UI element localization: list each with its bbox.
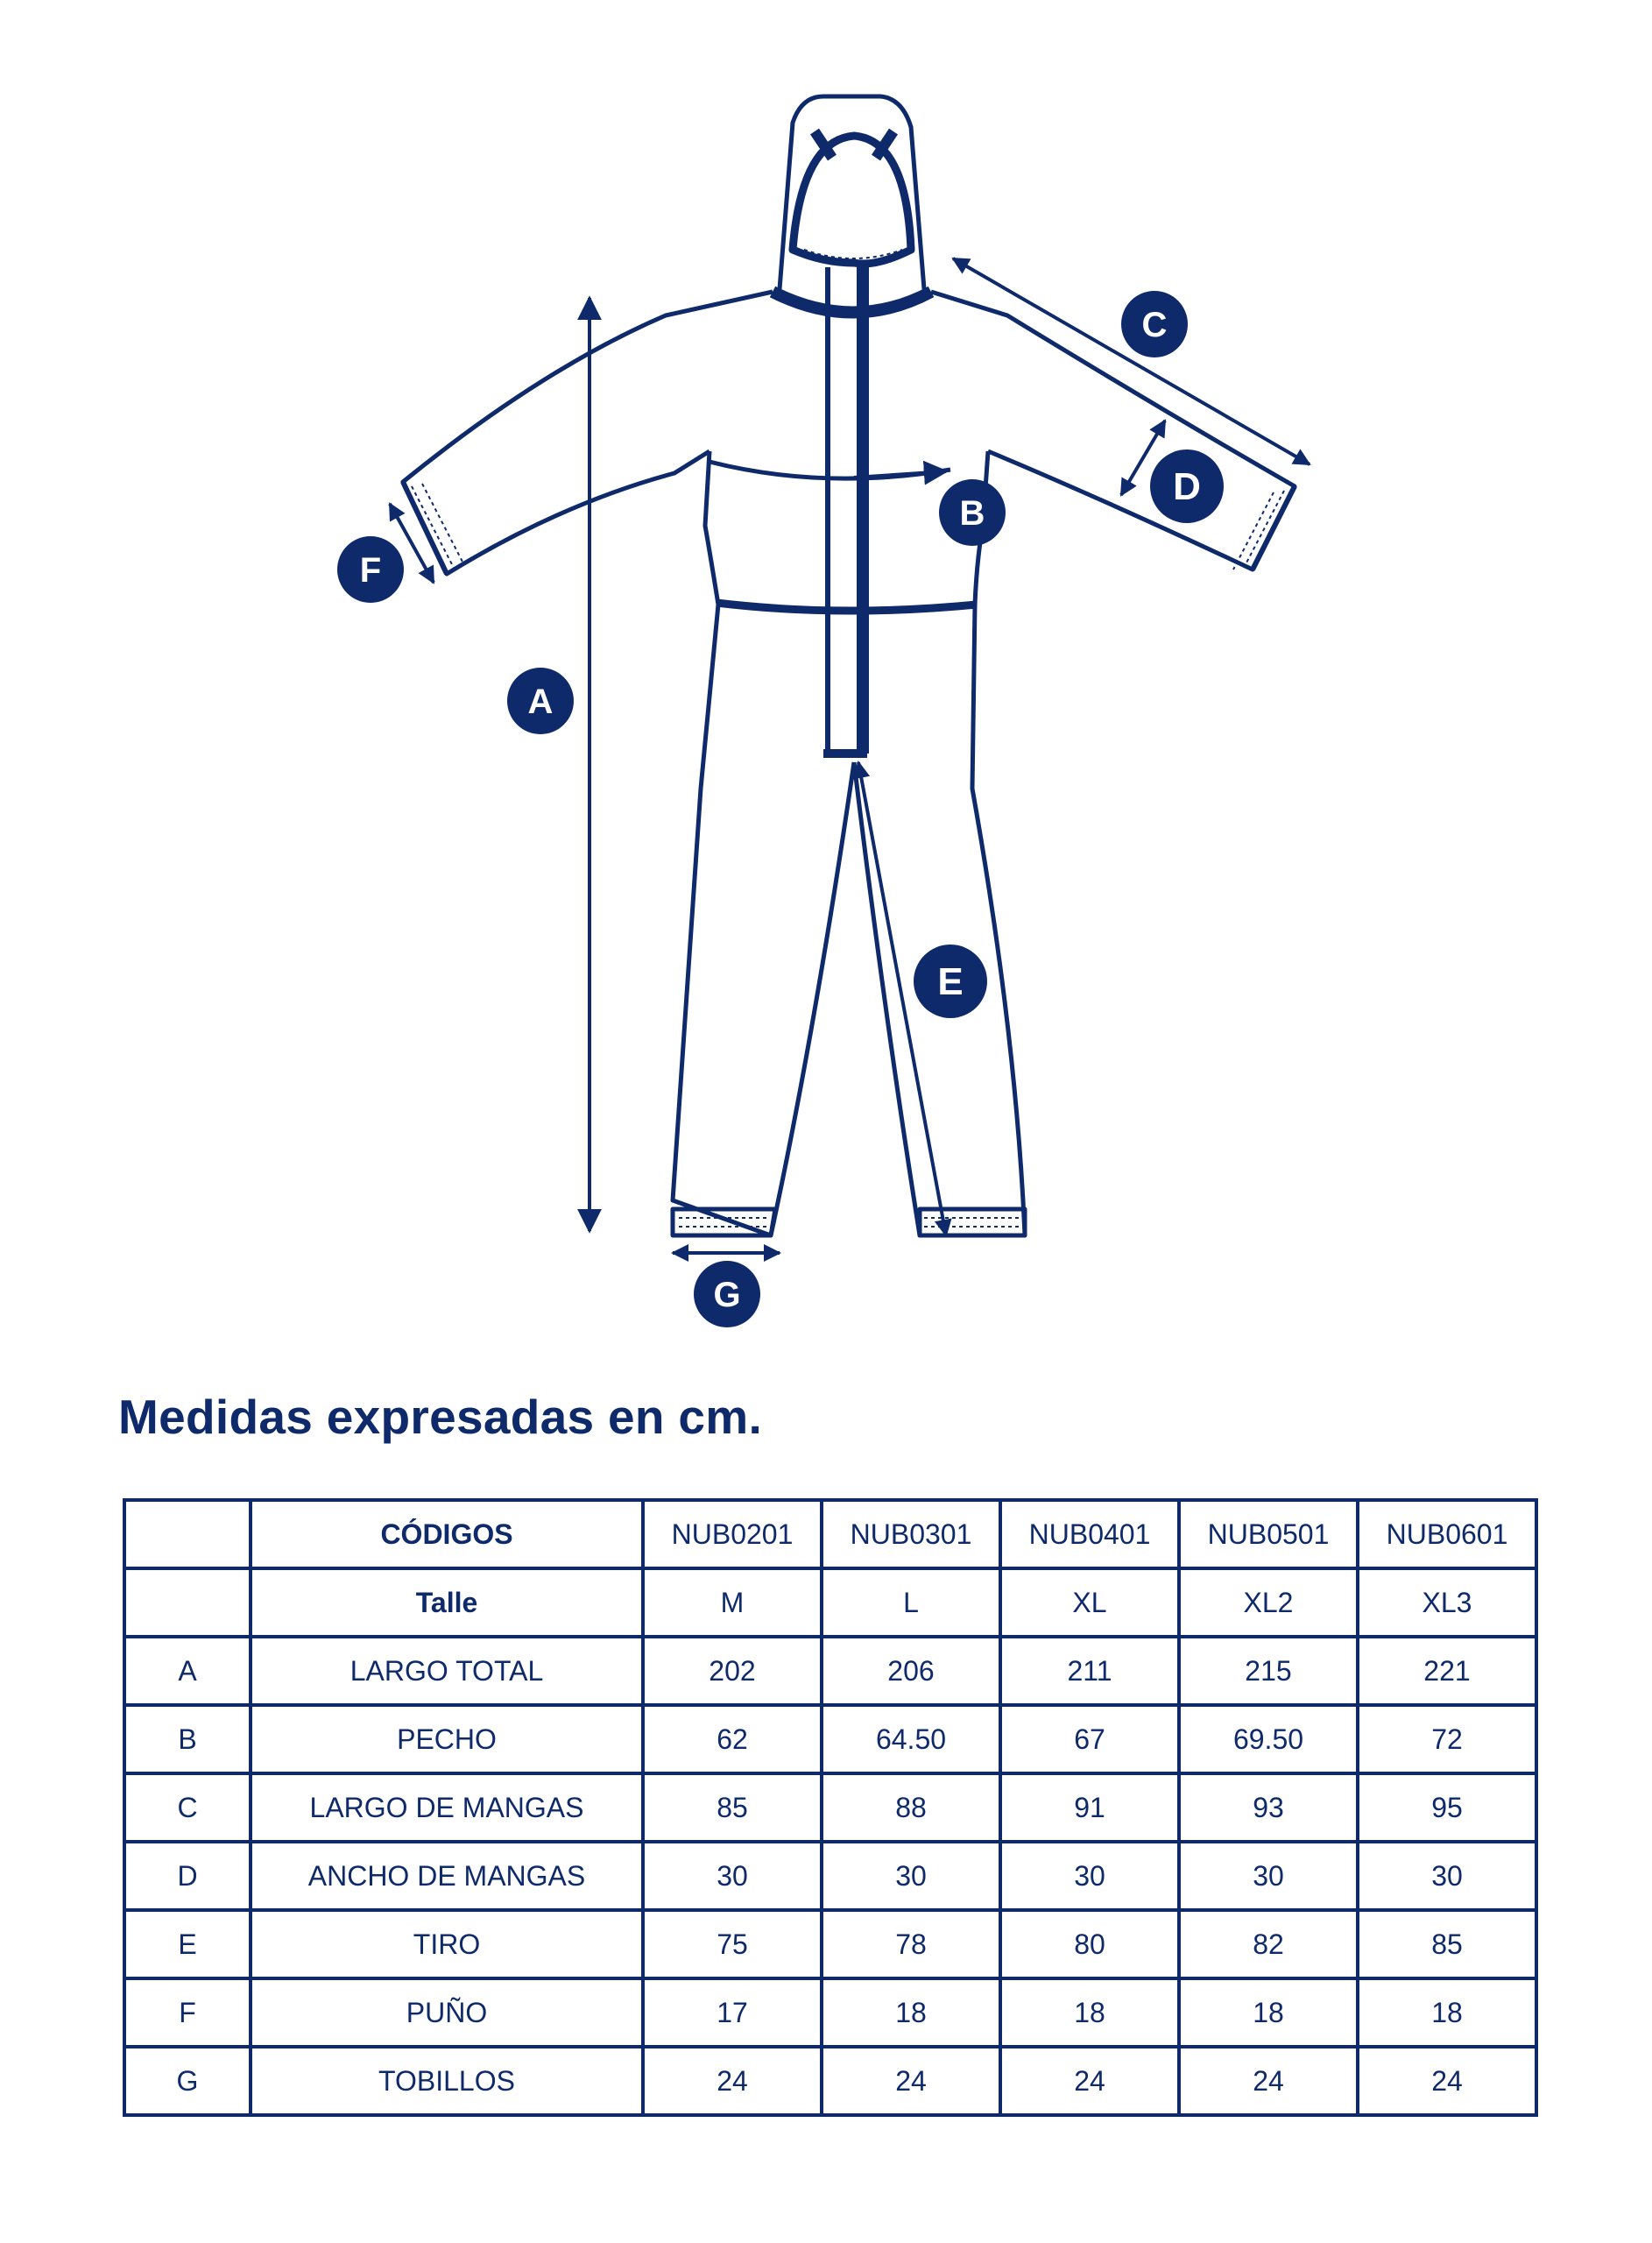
row-label: ANCHO DE MANGAS [251,1842,643,1910]
row-key: F [124,1978,251,2047]
value-cell: 18 [1179,1978,1358,2047]
value-cell: 64.50 [822,1705,1000,1773]
value-cell: 82 [1179,1910,1358,1978]
row-key: D [124,1842,251,1910]
code-cell: NUB0401 [1000,1500,1179,1568]
table-row [124,1978,1536,2047]
value-cell: 85 [1358,1910,1536,1978]
size-cell: XL2 [1179,1568,1358,1637]
table-row [124,2047,1536,2115]
label-g [694,1261,760,1327]
value-cell: 67 [1000,1705,1179,1773]
svg-text:G: G [713,1276,741,1314]
value-cell: 206 [822,1637,1000,1705]
row-label: LARGO TOTAL [251,1637,643,1705]
row-key: E [124,1910,251,1978]
value-cell: 24 [1000,2047,1179,2115]
label-e [914,945,987,1018]
value-cell: 24 [1179,2047,1358,2115]
table-row [124,1705,1536,1773]
value-cell: 85 [643,1773,822,1842]
size-cell: L [822,1568,1000,1637]
value-cell: 88 [822,1773,1000,1842]
size-cell: XL [1000,1568,1179,1637]
svg-text:D: D [1173,465,1201,508]
code-cell: NUB0301 [822,1500,1000,1568]
label-f [337,536,404,603]
row-label: TOBILLOS [251,2047,643,2115]
svg-text:C: C [1141,306,1168,344]
value-cell: 30 [643,1842,822,1910]
table-row [124,1842,1536,1910]
row-key: A [124,1637,251,1705]
value-cell: 24 [1358,2047,1536,2115]
value-cell: 202 [643,1637,822,1705]
row-label: LARGO DE MANGAS [251,1773,643,1842]
arrow-c [953,258,1310,464]
value-cell: 78 [822,1910,1000,1978]
value-cell: 18 [1358,1978,1536,2047]
row-label: PECHO [251,1705,643,1773]
svg-text:B: B [959,494,985,533]
value-cell: 30 [822,1842,1000,1910]
empty-cell [124,1500,251,1568]
size-header: Talle [251,1568,643,1637]
value-cell: 30 [1179,1842,1358,1910]
row-key: B [124,1705,251,1773]
code-cell: NUB0201 [643,1500,822,1568]
value-cell: 93 [1179,1773,1358,1842]
table-row [124,1637,1536,1705]
value-cell: 18 [1000,1978,1179,2047]
sizes-row [124,1568,1536,1637]
value-cell: 221 [1358,1637,1536,1705]
stitching-details [412,250,1284,1227]
label-d [1150,449,1224,523]
code-cell: NUB0601 [1358,1500,1536,1568]
svg-text:E: E [937,960,964,1003]
value-cell: 18 [822,1978,1000,2047]
row-key: G [124,2047,251,2115]
value-cell: 17 [643,1978,822,2047]
svg-text:A: A [527,683,554,721]
codes-header: CÓDIGOS [251,1500,643,1568]
value-cell: 24 [822,2047,1000,2115]
table-row [124,1773,1536,1842]
code-cell: NUB0501 [1179,1500,1358,1568]
value-cell: 69.50 [1179,1705,1358,1773]
value-cell: 72 [1358,1705,1536,1773]
value-cell: 30 [1000,1842,1179,1910]
value-cell: 62 [643,1705,822,1773]
size-chart-table [123,1498,1538,2117]
label-a [507,668,574,734]
value-cell: 215 [1179,1637,1358,1705]
row-key: C [124,1773,251,1842]
empty-cell [124,1568,251,1637]
coverall-outline [403,96,1295,1235]
value-cell: 24 [643,2047,822,2115]
value-cell: 95 [1358,1773,1536,1842]
value-cell: 30 [1358,1842,1536,1910]
row-label: TIRO [251,1910,643,1978]
label-b [939,479,1006,546]
value-cell: 91 [1000,1773,1179,1842]
codes-row [124,1500,1536,1568]
value-cell: 80 [1000,1910,1179,1978]
table-row [124,1910,1536,1978]
size-cell: M [643,1568,822,1637]
value-cell: 75 [643,1910,822,1978]
measurement-units-title: Medidas expresadas en cm. [118,1390,763,1444]
size-cell: XL3 [1358,1568,1536,1637]
row-label: PUÑO [251,1978,643,2047]
label-c [1121,291,1188,357]
value-cell: 211 [1000,1637,1179,1705]
svg-text:F: F [359,551,382,590]
